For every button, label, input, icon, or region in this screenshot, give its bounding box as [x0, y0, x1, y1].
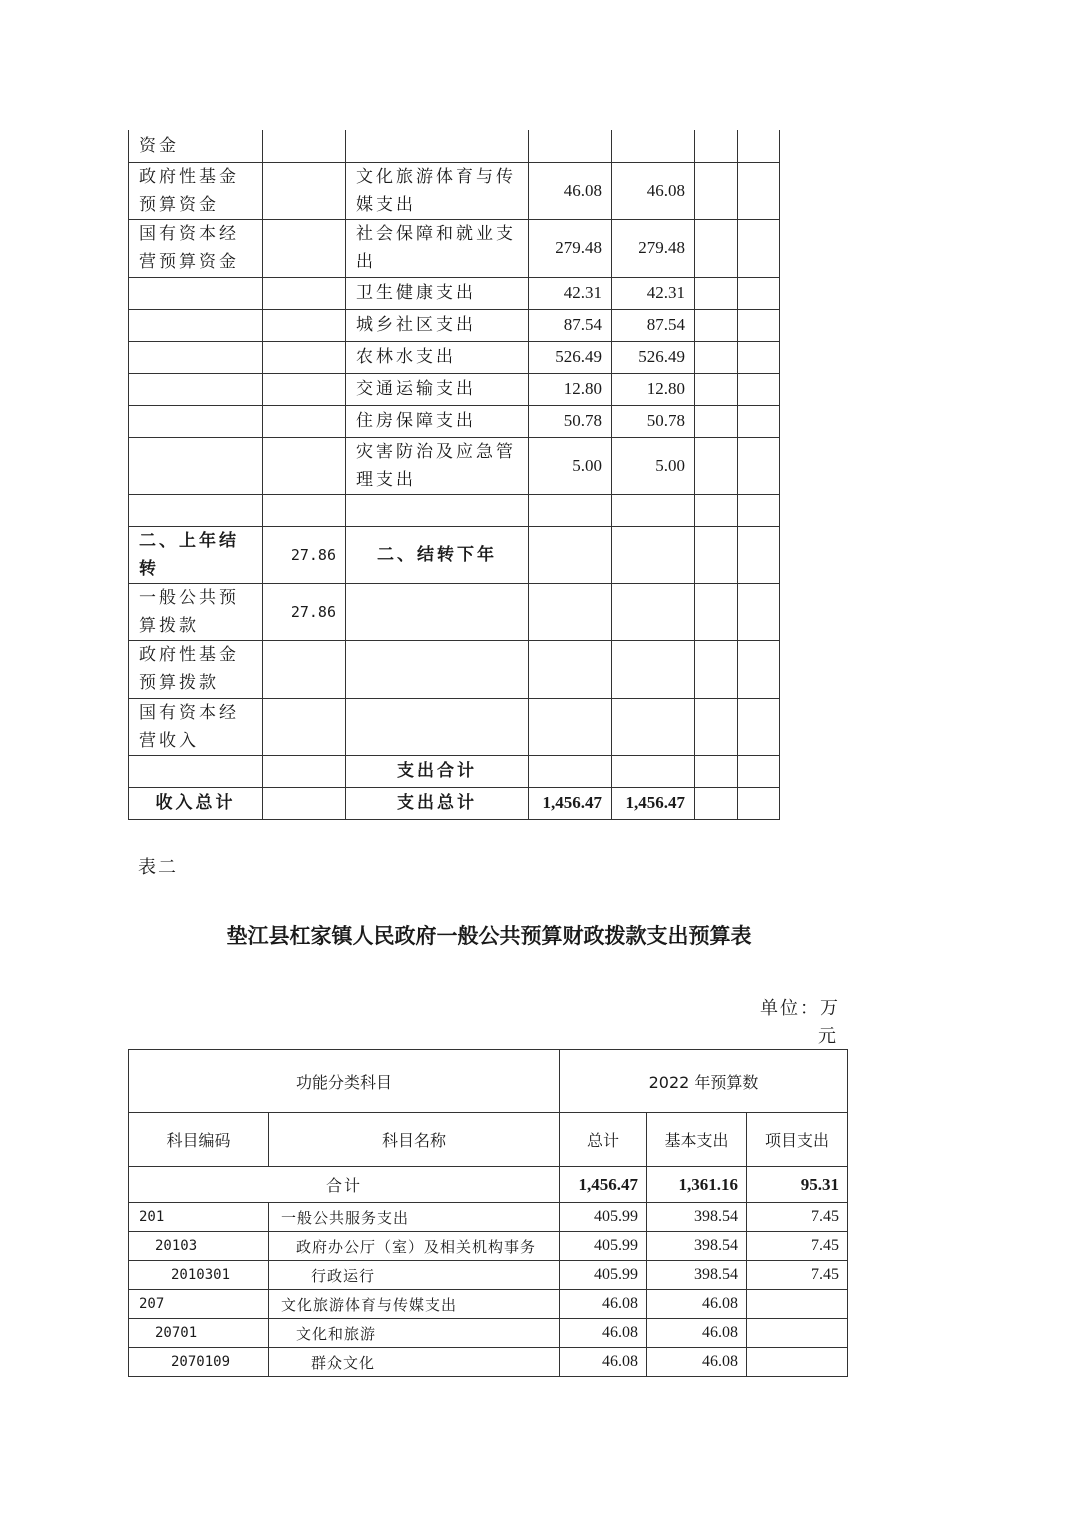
amount-total: 46.08 [560, 1319, 647, 1348]
header-group-row [129, 1050, 848, 1113]
table-row [129, 130, 780, 162]
empty-cell [695, 277, 738, 309]
subject-name: 一般公共服务支出 [269, 1203, 560, 1232]
amount-total: 46.08 [560, 1348, 647, 1377]
amount-basic: 46.08 [647, 1348, 747, 1377]
empty-cell [738, 698, 780, 755]
income-amount [263, 787, 346, 819]
empty-cell [738, 640, 780, 698]
sum-total: 1,456.47 [560, 1167, 647, 1203]
sum-basic: 1,361.16 [647, 1167, 747, 1203]
subject-name: 文化和旅游 [269, 1319, 560, 1348]
expense-item: 农林水支出 [346, 341, 529, 373]
table-row [129, 1232, 848, 1261]
col-header-basic: 基本支出 [647, 1113, 747, 1167]
empty-cell [695, 755, 738, 787]
sum-project: 95.31 [747, 1167, 848, 1203]
empty-cell [695, 698, 738, 755]
table-row [129, 1261, 848, 1290]
income-amount: 27.86 [263, 526, 346, 583]
expense-total: 5.00 [529, 437, 612, 494]
col-header-name: 科目名称 [269, 1113, 560, 1167]
income-amount [263, 341, 346, 373]
expense-total [529, 526, 612, 583]
col-header-code: 科目编码 [129, 1113, 269, 1167]
income-amount [263, 162, 346, 219]
expense-general [612, 130, 695, 162]
income-item: 一般公共预算拨款 [129, 583, 263, 640]
income-amount [263, 698, 346, 755]
income-item [129, 341, 263, 373]
expense-general: 50.78 [612, 405, 695, 437]
unit-label: 单位：万 [760, 998, 840, 1019]
table-row [129, 162, 780, 219]
table-row [129, 373, 780, 405]
table-row [129, 405, 780, 437]
expense-general: 46.08 [612, 162, 695, 219]
income-amount [263, 277, 346, 309]
empty-cell [738, 219, 780, 277]
amount-basic: 398.54 [647, 1203, 747, 1232]
expense-general [612, 640, 695, 698]
amount-total: 46.08 [560, 1290, 647, 1319]
amount-basic: 398.54 [647, 1261, 747, 1290]
expense-grand-total-label: 支出总计 [346, 787, 529, 819]
expense-item [346, 698, 529, 755]
subject-name: 行政运行 [269, 1261, 560, 1290]
expense-total [529, 130, 612, 162]
expense-general: 5.00 [612, 437, 695, 494]
income-item: 资金 [129, 130, 263, 162]
table-row [129, 277, 780, 309]
subject-name: 群众文化 [269, 1348, 560, 1377]
income-item [129, 755, 263, 787]
empty-cell [738, 373, 780, 405]
table-row [129, 1203, 848, 1232]
empty-cell [738, 787, 780, 819]
expense-total: 46.08 [529, 162, 612, 219]
income-amount: 27.86 [263, 583, 346, 640]
table-row [129, 583, 780, 640]
income-amount [263, 640, 346, 698]
header-row [129, 1113, 848, 1167]
expense-total: 279.48 [529, 219, 612, 277]
empty-cell [738, 162, 780, 219]
table-row [129, 437, 780, 494]
income-item: 政府性基金预算拨款 [129, 640, 263, 698]
table-row [129, 640, 780, 698]
expense-item: 卫生健康支出 [346, 277, 529, 309]
amount-project [747, 1319, 848, 1348]
expense-general [612, 526, 695, 583]
income-item [129, 494, 263, 526]
expense-total [529, 755, 612, 787]
subject-code: 20103 [129, 1232, 269, 1261]
empty-cell [738, 405, 780, 437]
expense-item [346, 130, 529, 162]
table-row [129, 1319, 848, 1348]
subject-code: 207 [129, 1290, 269, 1319]
empty-cell [738, 130, 780, 162]
table-row [129, 526, 780, 583]
unit-label-wrap: 元 [818, 1026, 838, 1047]
expense-general: 526.49 [612, 341, 695, 373]
empty-cell [695, 583, 738, 640]
table-label: 表二 [138, 857, 178, 878]
income-amount [263, 373, 346, 405]
header-function-category: 功能分类科目 [129, 1050, 560, 1113]
empty-cell [738, 437, 780, 494]
amount-project [747, 1290, 848, 1319]
expense-subtotal-label: 支出合计 [346, 755, 529, 787]
empty-cell [738, 309, 780, 341]
expense-general: 12.80 [612, 373, 695, 405]
income-item: 政府性基金预算资金 [129, 162, 263, 219]
amount-project: 7.45 [747, 1232, 848, 1261]
expense-item [346, 640, 529, 698]
empty-cell [738, 526, 780, 583]
subject-code: 20701 [129, 1319, 269, 1348]
expense-total [529, 583, 612, 640]
expense-item: 社会保障和就业支出 [346, 219, 529, 277]
income-amount [263, 494, 346, 526]
subject-code: 2010301 [129, 1261, 269, 1290]
subject-name: 政府办公厅（室）及相关机构事务 [269, 1232, 560, 1261]
expense-general [612, 698, 695, 755]
income-amount [263, 437, 346, 494]
table-row [129, 787, 780, 819]
table-row [129, 1290, 848, 1319]
expense-total: 87.54 [529, 309, 612, 341]
empty-cell [695, 162, 738, 219]
expense-total [529, 698, 612, 755]
empty-cell [695, 494, 738, 526]
empty-cell [695, 526, 738, 583]
income-item [129, 437, 263, 494]
empty-cell [695, 373, 738, 405]
empty-cell [695, 341, 738, 373]
income-item [129, 277, 263, 309]
expense-item: 住房保障支出 [346, 405, 529, 437]
expense-general [612, 755, 695, 787]
expense-total: 526.49 [529, 341, 612, 373]
expense-item: 二、结转下年 [346, 526, 529, 583]
empty-cell [695, 437, 738, 494]
income-item: 二、上年结转 [129, 526, 263, 583]
amount-project [747, 1348, 848, 1377]
sum-label: 合计 [129, 1167, 560, 1203]
header-budget-year: 2022 年预算数 [560, 1050, 848, 1113]
income-grand-total-label: 收入总计 [129, 787, 263, 819]
expense-general: 87.54 [612, 309, 695, 341]
expense-total: 12.80 [529, 373, 612, 405]
table-row [129, 341, 780, 373]
empty-cell [695, 130, 738, 162]
amount-basic: 398.54 [647, 1232, 747, 1261]
table-row [129, 309, 780, 341]
general-budget-expenditure-table [128, 1049, 848, 1377]
expense-general [612, 494, 695, 526]
empty-cell [738, 277, 780, 309]
income-amount [263, 130, 346, 162]
empty-cell [695, 309, 738, 341]
expense-item: 城乡社区支出 [346, 309, 529, 341]
amount-basic: 46.08 [647, 1319, 747, 1348]
subject-code: 201 [129, 1203, 269, 1232]
empty-cell [695, 787, 738, 819]
expense-general [612, 583, 695, 640]
table-row [129, 219, 780, 277]
income-item: 国有资本经营预算资金 [129, 219, 263, 277]
empty-cell [695, 405, 738, 437]
empty-cell [738, 494, 780, 526]
table-row [129, 698, 780, 755]
table-row [129, 494, 780, 526]
expense-item: 文化旅游体育与传媒支出 [346, 162, 529, 219]
income-item [129, 309, 263, 341]
expense-total: 42.31 [529, 277, 612, 309]
expense-total [529, 494, 612, 526]
empty-cell [695, 219, 738, 277]
amount-total: 405.99 [560, 1203, 647, 1232]
empty-cell [738, 583, 780, 640]
empty-cell [695, 640, 738, 698]
income-item [129, 405, 263, 437]
empty-cell [738, 755, 780, 787]
expense-item: 交通运输支出 [346, 373, 529, 405]
expense-item [346, 494, 529, 526]
income-amount [263, 755, 346, 787]
amount-project: 7.45 [747, 1203, 848, 1232]
amount-total: 405.99 [560, 1232, 647, 1261]
subject-name: 文化旅游体育与传媒支出 [269, 1290, 560, 1319]
subject-code: 2070109 [129, 1348, 269, 1377]
expense-item [346, 583, 529, 640]
amount-basic: 46.08 [647, 1290, 747, 1319]
col-header-total: 总计 [560, 1113, 647, 1167]
table-row [129, 755, 780, 787]
expense-total: 50.78 [529, 405, 612, 437]
expense-general: 279.48 [612, 219, 695, 277]
empty-cell [738, 341, 780, 373]
income-expenditure-table [128, 130, 780, 820]
income-amount [263, 219, 346, 277]
amount-project: 7.45 [747, 1261, 848, 1290]
col-header-project: 项目支出 [747, 1113, 848, 1167]
table-title: 垫江县杠家镇人民政府一般公共预算财政拨款支出预算表 [226, 923, 752, 948]
income-amount [263, 405, 346, 437]
income-item: 国有资本经营收入 [129, 698, 263, 755]
income-amount [263, 309, 346, 341]
income-item [129, 373, 263, 405]
table-row [129, 1348, 848, 1377]
expense-grand-total: 1,456.47 [529, 787, 612, 819]
expense-general: 42.31 [612, 277, 695, 309]
sum-row [129, 1167, 848, 1203]
amount-total: 405.99 [560, 1261, 647, 1290]
expense-grand-general: 1,456.47 [612, 787, 695, 819]
expense-total [529, 640, 612, 698]
expense-item: 灾害防治及应急管理支出 [346, 437, 529, 494]
